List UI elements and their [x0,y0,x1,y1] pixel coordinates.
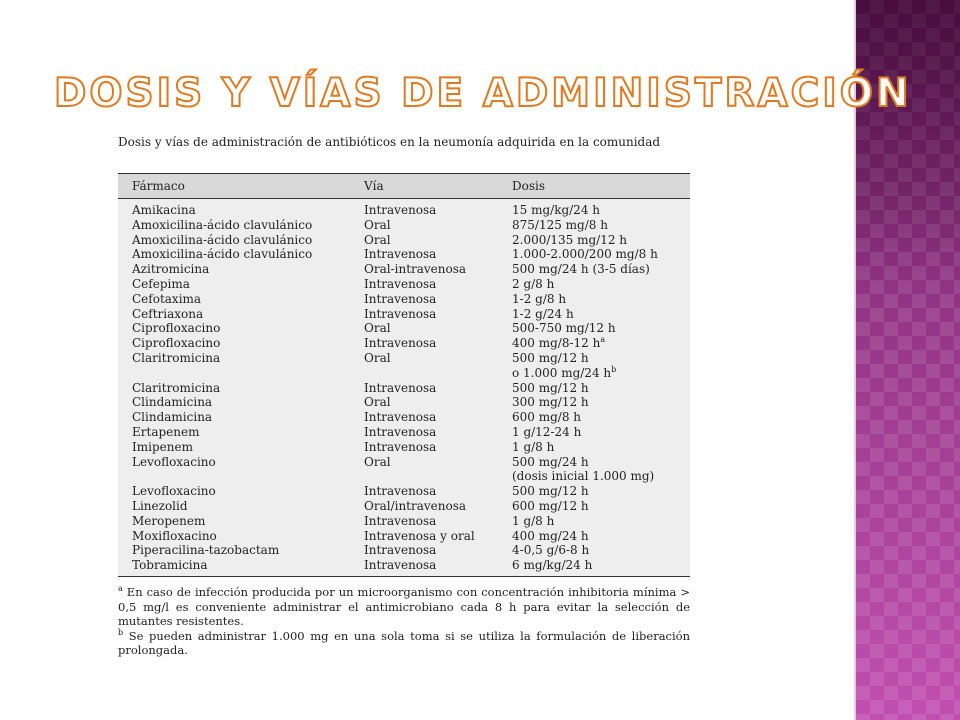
header-dose: Dosis [512,179,545,193]
table-row [118,351,690,381]
cell-dose [498,351,690,381]
cell-route: Oral-intravenosa [364,262,467,277]
cell-dose [498,262,690,277]
cell-drug: Clindamicina [132,410,213,425]
table-row [118,425,690,440]
cell-dose [498,455,690,485]
footnote-a-text: En caso de infección producida por un microorganismo con concentración inhibitoria mínima > 0,5 mg/l es conveniente administrar el antimicrobiano cada 8 h para evitar la selección de mutantes resistentes. [118,585,690,629]
cell-drug: Moxifloxacino [132,528,217,543]
dose-text: 500 mg/24 h (3-5 días) [512,262,650,277]
table-row [118,395,690,410]
dose-text: 15 mg/kg/24 h [512,203,600,217]
header-drug: Fármaco [132,179,185,193]
cell-drug: Azitromicina [132,262,210,277]
cell-route: Oral [364,395,391,410]
dose-text: 4-0,5 g/6-8 h [512,543,590,558]
table-row [118,233,690,248]
cell-route: Intravenosa [364,276,437,291]
table-row [118,440,690,455]
dose-text: 1.000-2.000/200 mg/8 h [512,247,658,262]
dose-text: 500-750 mg/12 h [512,321,616,336]
table-row [118,455,690,485]
cell-drug: Levofloxacino [132,454,216,469]
table-row [118,307,690,322]
table-row [118,543,690,558]
cell-route: Intravenosa [364,380,437,395]
cell-route: Oral [364,454,391,469]
cell-dose [498,529,690,544]
cell-drug: Imipenem [132,439,193,454]
dose-text: 2.000/135 mg/12 h [512,232,628,247]
cell-route: Oral [364,321,391,336]
antibiotic-dosage-table [118,173,690,577]
dose-text-continued [512,469,690,484]
dose-text: 500 mg/24 h [512,454,589,469]
cell-route: Intravenosa y oral [364,528,475,543]
dose-text: 500 mg/12 h [512,380,589,395]
cell-dose [498,440,690,455]
cell-drug: Levofloxacino [132,484,216,499]
cell-dose [498,395,690,410]
cell-route: Oral [364,350,391,365]
cell-drug: Ertapenem [132,424,200,439]
cell-route: Oral [364,232,391,247]
cell-route: Intravenosa [364,291,437,306]
cell-route: Intravenosa [364,424,437,439]
footnote-b-text: Se pueden administrar 1.000 mg en una sola toma si se utiliza la formulación de liberación prolongada. [118,628,690,658]
header-route: Vía [364,179,384,193]
cell-dose [498,218,690,233]
cell-drug: Cefepima [132,276,190,291]
cell-drug: Amoxicilina-ácido clavulánico [132,217,313,232]
table-row [118,247,690,262]
table-row [118,529,690,544]
dose-text: 500 mg/12 h [512,484,589,499]
table-row [118,321,690,336]
table-row [118,484,690,499]
cell-dose [498,543,690,558]
footnote-b [118,629,690,658]
table-caption: Dosis y vías de administración de antibióticos en la neumonía adquirida en la comunidad [118,135,661,149]
table-row [118,514,690,529]
cell-dose [498,425,690,440]
dose-text: 500 mg/12 h [512,350,589,365]
cell-dose [498,292,690,307]
cell-dose [498,321,690,336]
cell-drug: Claritromicina [132,380,221,395]
dose-text-continued [512,366,690,381]
cell-route: Intravenosa [364,306,437,321]
footnote-ref: b [611,364,617,374]
table-row [118,203,690,218]
cell-drug: Ciprofloxacino [132,321,221,336]
table-footnotes [118,585,690,658]
dose-text: 1 g/12-24 h [512,424,582,439]
footnote-a [118,585,690,629]
dose-text: 6 mg/kg/24 h [512,558,593,573]
cell-dose [498,410,690,425]
cell-drug: Piperacilina-tazobactam [132,543,280,558]
dose-text-line2: o 1.000 mg/24 h [512,365,612,380]
dose-text: 400 mg/8-12 h [512,336,601,351]
cell-route: Oral/intravenosa [364,498,467,513]
table-row [118,499,690,514]
cell-dose [498,499,690,514]
table-row [118,558,690,573]
table-row [118,381,690,396]
slide-title: DOSIS Y VÍAS DE ADMINISTRACIÓN [54,71,912,116]
table-row [118,218,690,233]
cell-drug: Meropenem [132,513,206,528]
cell-dose [498,558,690,573]
dose-text: 875/125 mg/8 h [512,217,608,232]
cell-route: Intravenosa [364,484,437,499]
cell-drug: Clindamicina [132,395,213,410]
cell-drug: Cefotaxima [132,291,202,306]
dose-text: 2 g/8 h [512,276,555,291]
footnote-b-mark: b [118,627,124,637]
cell-route: Intravenosa [364,558,437,573]
cell-route: Intravenosa [364,513,437,528]
dose-text: 1-2 g/8 h [512,291,567,306]
cell-dose [498,233,690,248]
cell-dose [498,514,690,529]
cell-route: Oral [364,217,391,232]
table-row [118,410,690,425]
cell-route: Intravenosa [364,543,437,558]
dose-text: 300 mg/12 h [512,395,589,410]
cell-dose [498,336,690,351]
cell-dose [498,277,690,292]
cell-route: Intravenosa [364,247,437,262]
cell-drug: Ceftriaxona [132,306,204,321]
dose-text: 600 mg/8 h [512,410,581,425]
cell-route: Intravenosa [364,336,437,351]
dose-text: 400 mg/24 h [512,528,589,543]
dose-text: 600 mg/12 h [512,498,589,513]
cell-dose [498,307,690,322]
table-row [118,336,690,351]
cell-dose [498,203,690,218]
table-header-row [118,173,690,199]
table-body [118,199,690,577]
dose-text: 1 g/8 h [512,513,555,528]
cell-route: Intravenosa [364,203,437,217]
cell-route: Intravenosa [364,410,437,425]
dose-text: 1 g/8 h [512,439,555,454]
cell-drug: Amoxicilina-ácido clavulánico [132,232,313,247]
dose-text: 1-2 g/24 h [512,306,574,321]
dose-text-line2: (dosis inicial 1.000 mg) [512,469,655,484]
footnote-a-mark: a [118,584,123,594]
cell-dose [498,484,690,499]
cell-drug: Amikacina [132,203,196,217]
cell-dose [498,247,690,262]
cell-dose [498,381,690,396]
footnote-ref: a [600,335,606,345]
cell-drug: Claritromicina [132,350,221,365]
cell-drug: Tobramicina [132,558,208,573]
cell-drug: Ciprofloxacino [132,336,221,351]
cell-route: Intravenosa [364,439,437,454]
table-row [118,292,690,307]
cell-drug: Amoxicilina-ácido clavulánico [132,247,313,262]
table-row [118,277,690,292]
cell-drug: Linezolid [132,498,188,513]
table-row [118,262,690,277]
